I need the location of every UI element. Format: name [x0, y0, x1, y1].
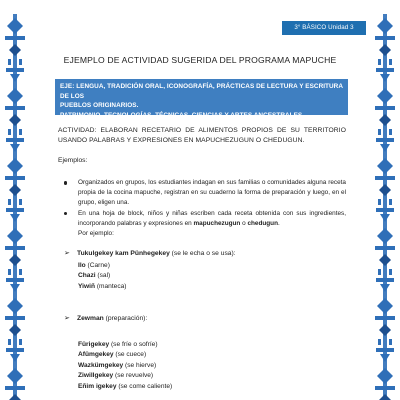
- section-term: Zewman: [77, 315, 104, 322]
- arrow-bullet-icon: ➢: [64, 250, 70, 257]
- section-gloss: (preparación):: [103, 315, 148, 322]
- bullet-dot-icon: [64, 212, 67, 215]
- vocab-term: Chazi: [78, 272, 96, 280]
- list-item-continuation: [64, 229, 346, 239]
- preparation-list: [78, 340, 172, 392]
- vocab-term: Ilo: [78, 262, 86, 269]
- theme-line-2: PUEBLOS ORIGINARIOS.: [60, 102, 139, 110]
- vocab-gloss: (se cuece): [113, 351, 147, 359]
- vocab-term: Fürigekey: [78, 341, 110, 348]
- vocab-term: Afümgekey: [78, 351, 114, 359]
- unit-badge: 3° BÁSICO Unidad 3: [282, 21, 366, 35]
- vocab-term: Yiwiñ: [78, 282, 95, 290]
- page-title: EJEMPLO DE ACTIVIDAD SUGERIDA DEL PROGRAMA MAPUCHE: [63, 55, 337, 65]
- left-mapuche-border-pattern: [4, 14, 26, 400]
- vocab-gloss: (Carne): [85, 262, 110, 269]
- bullet-text: Por ejemplo:: [78, 230, 114, 238]
- vocab-gloss: (manteca): [94, 282, 127, 290]
- list-item: [78, 282, 127, 292]
- vocab-gloss: (se revuelve): [113, 372, 154, 380]
- vocab-term: Ziwillgekey: [78, 372, 114, 380]
- list-item: [78, 382, 172, 392]
- instruction-list: [64, 178, 346, 239]
- activity-statement: ACTIVIDAD: ELABORAN RECETARIO DE ALIMENTOS PROPIOS DE SU TERRITORIO USANDO PALABRAS Y EXPRESIONES EN MAPUCHEZUGUN O CHEDUGUN.: [58, 127, 346, 145]
- theme-line-1: EJE: LENGUA, TRADICIÓN ORAL, ICONOGRAFÍA, PRÁCTICAS DE LECTURA Y ESCRITURA DE LOS: [60, 83, 343, 100]
- list-item: [64, 209, 346, 229]
- bold-term: mapuchezugun: [193, 219, 241, 227]
- vocab-gloss: (se fríe o sofríe): [109, 341, 158, 348]
- bullet-dot-icon: [64, 181, 67, 184]
- vocab-gloss: (se come caliente): [116, 382, 173, 390]
- bullet-text: En una hoja de block, niños y niñas escriben cada receta obtenida con sus ingredientes, incorporando palabras y expresiones en: [78, 209, 346, 227]
- section-heading-preparation: [64, 314, 147, 324]
- vocab-gloss: (sal): [95, 272, 111, 280]
- theme-box: [55, 79, 348, 119]
- list-item: [78, 271, 127, 281]
- arrow-bullet-icon: ➢: [64, 315, 70, 322]
- theme-line-3: PATRIMONIO, TECNOLOGÍAS, TÉCNICAS, CIENCIAS Y ARTES ANCESTRALES.: [60, 111, 305, 119]
- section-term: Tukulgekey kam Pünhegekey: [77, 250, 170, 257]
- list-item: [78, 340, 172, 350]
- bullet-text: Organizados en grupos, los estudiantes indagan en sus familias o comunidades alguna receta propia de la cocina mapuche, registran en su cuaderno la forma de preparación y luego, en el grupo, eligen una.: [78, 179, 346, 207]
- ingredient-list: [78, 261, 127, 292]
- vocab-term: Wazkümgekey: [78, 361, 124, 369]
- list-item: [78, 261, 127, 271]
- list-item: [78, 371, 172, 381]
- bullet-text: o: [240, 219, 248, 227]
- list-item: [78, 361, 172, 371]
- bold-term: chedugun: [247, 219, 278, 227]
- list-item: [64, 178, 346, 209]
- vocab-term: Eñim igekey: [78, 382, 117, 390]
- vocab-gloss: (se hierve): [123, 361, 157, 369]
- right-mapuche-border-pattern: [374, 14, 396, 400]
- examples-label: Ejemplos:: [58, 157, 88, 164]
- list-item: [78, 350, 172, 360]
- bullet-text: .: [277, 219, 280, 227]
- section-gloss: (se le echa o se usa):: [169, 250, 236, 257]
- section-heading-ingredients: [64, 249, 236, 259]
